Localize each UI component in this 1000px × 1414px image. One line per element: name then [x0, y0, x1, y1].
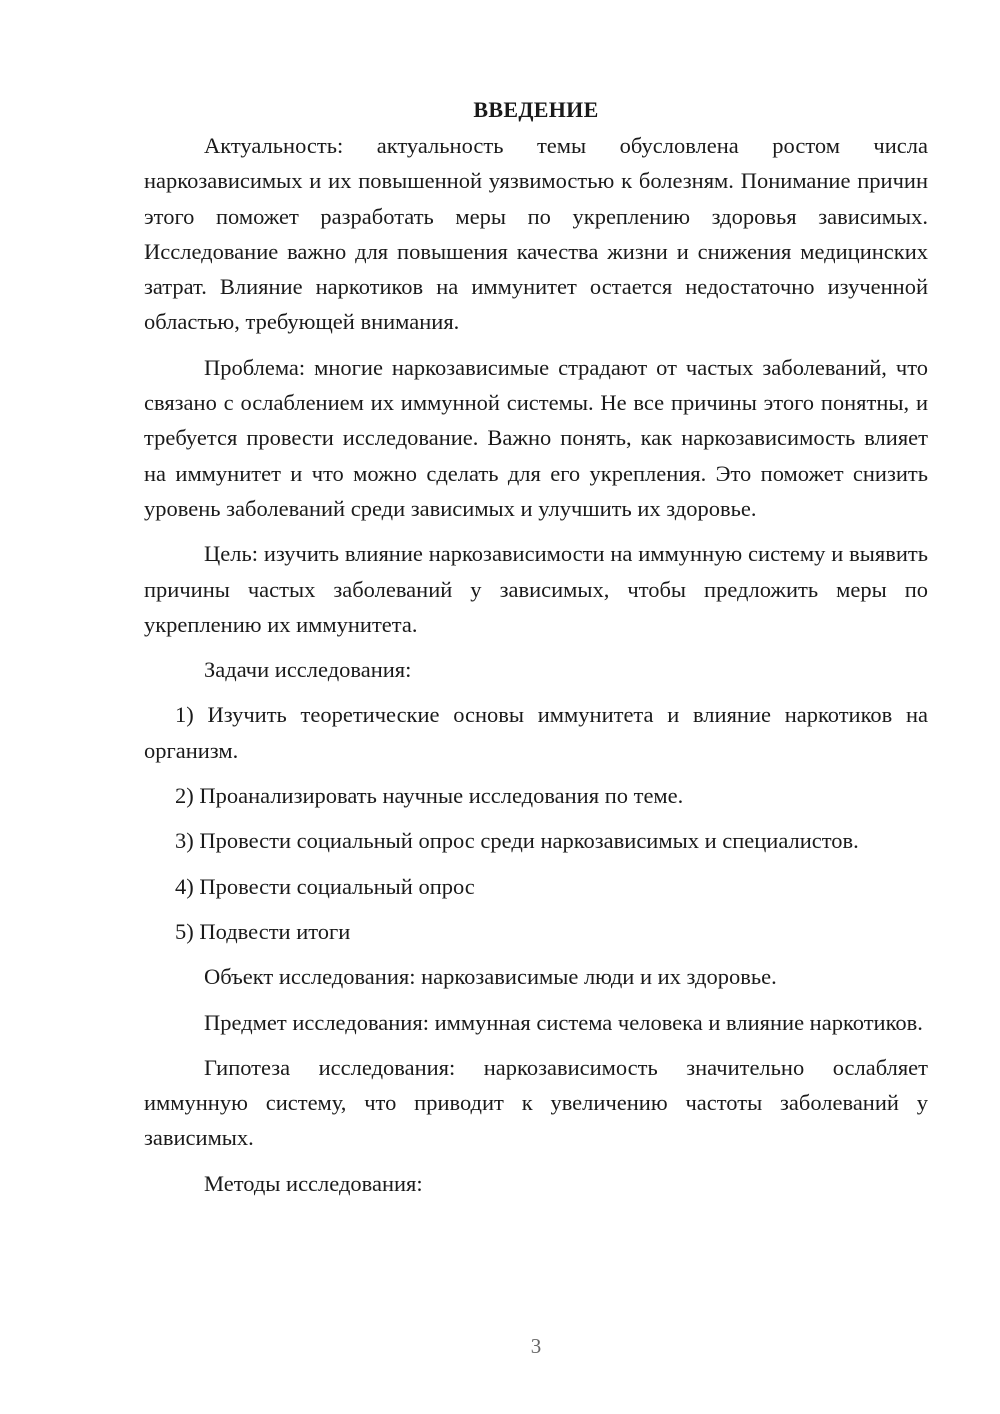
object-paragraph: Объект исследования: наркозависимые люди и их здоровье. — [204, 964, 777, 990]
section-heading: ВВЕДЕНИЕ — [473, 97, 599, 122]
page-content — [144, 92, 928, 1211]
task-item: 4) Провести социальный опрос — [175, 873, 475, 899]
task-item: 5) Подвести итоги — [175, 918, 351, 944]
goal-paragraph: Цель: изучить влияние наркозависимости на иммунную систему и выявить причины частых заболеваний у зависимых, чтобы предложить меры по укреплению их иммунитета. — [144, 541, 928, 637]
task-item: 3) Провести социальный опрос среди наркозависимых и специалистов. — [175, 828, 859, 854]
hypothesis-paragraph: Гипотеза исследования: наркозависимость значительно ослабляет иммунную систему, что приводит к увеличению частоты заболеваний у зависимых. — [144, 1054, 928, 1151]
relevance-paragraph: Актуальность: актуальность темы обусловлена ростом числа наркозависимых и их повышенной уязвимостью к болезням. Понимание причин этого поможет разработать меры по укреплению здоровья зависимых. Исследование важно для повышения качества жизни и снижения медицинских затрат. Влияние наркотиков на иммунитет остается недостаточно изученной областью, требующей внимания. — [144, 133, 928, 335]
page-number: 3 — [530, 1334, 542, 1358]
methods-title: Методы исследования: — [204, 1170, 423, 1196]
subject-paragraph: Предмет исследования: иммунная система человека и влияние наркотиков. — [204, 1009, 923, 1035]
problem-paragraph: Проблема: многие наркозависимые страдают от частых заболеваний, что связано с ослаблением их иммунной системы. Не все причины этого понятны, и требуется провести исследование. Важно понять, как наркозависимость влияет на иммунитет и что можно сделать для его укрепления. Это поможет снизить уровень заболеваний среди зависимых и улучшить их здоровье. — [144, 354, 928, 521]
tasks-title: Задачи исследования: — [204, 657, 412, 683]
task-item: 1) Изучить теоретические основы иммунитета и влияние наркотиков на организм. — [144, 702, 928, 763]
tasks-list — [144, 697, 928, 949]
task-item: 2) Проанализировать научные исследования по теме. — [175, 783, 684, 809]
